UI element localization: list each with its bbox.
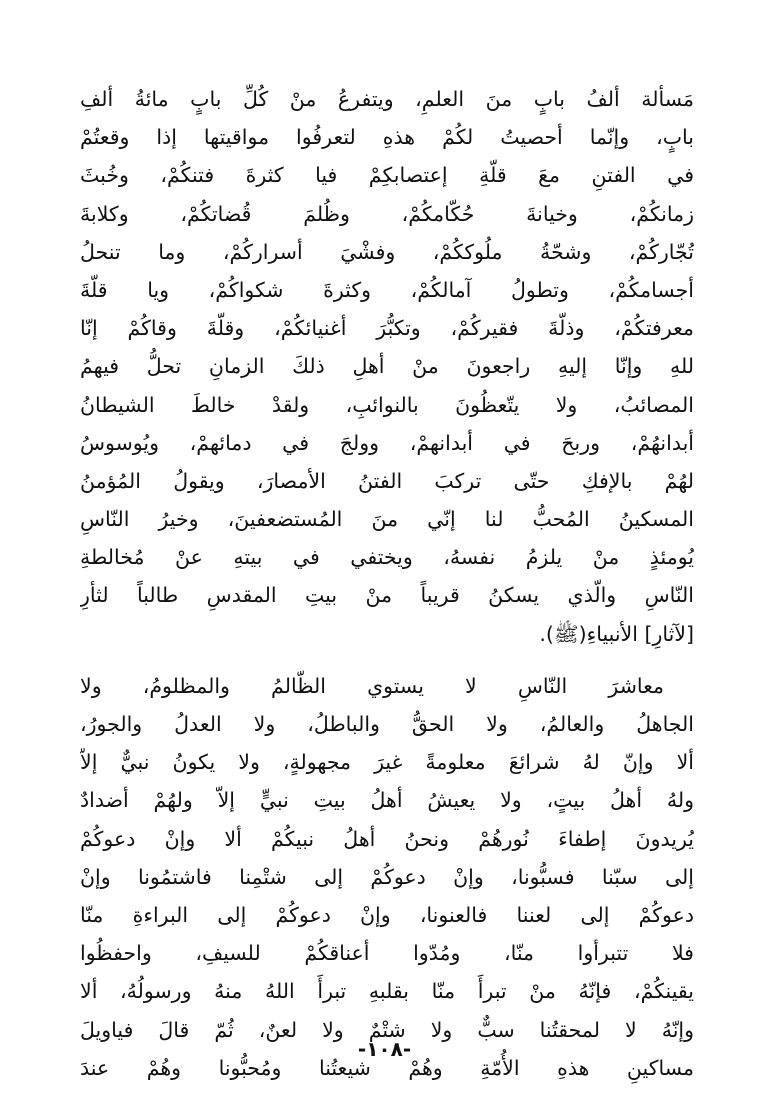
text-line: ولهُ أهلُ بيتٍ، ولا يعيشُ أهلُ بيتِ نبيٍّ إلاّ ولهُمْ أضدادٌ bbox=[80, 788, 694, 813]
text-line: الجاهلُ والعالمُ، ولا الحقُّ والباطلُ، ولا العدلُ والجورُ، bbox=[80, 712, 694, 736]
text-line: بابٍ، وإنّما أحصيتُ لكُمْ هذهِ لتعرفُوا مواقيتها إذا وقعتُمْ bbox=[80, 125, 694, 150]
text-line: يقينكُمْ، فإنّهُ منْ تبرأَ منّا بقلبهِ تبرأَ اللهُ منهُ ورسولُهُ، ألا bbox=[80, 979, 694, 1004]
text-line: معاشرَ النّاسِ لا يستوي الظّالمُ والمظلومُ، ولا bbox=[80, 673, 664, 698]
text-line: فلا تتبرأوا منّا، ومُدّوا أعناقكُمْ للسيفِ، واحفظُوا bbox=[80, 941, 694, 966]
text-line: ألا وإنّ لهُ شرائعَ معلومةً غيرَ مجهولةٍ، ولا يكونُ نبيٌّ إلاّ bbox=[80, 750, 694, 775]
text-line: مَسألة ألفُ بابٍ منَ العلمِ، ويتفرعُ منْ كُلِّ بابٍ مائةُ ألفِ bbox=[80, 87, 694, 111]
text-line: وإنّهُ لا لمحقتُنا سبٌّ ولا شتْمٌ ولا لعنٌ، ثُمّ قالَ فياويلَ bbox=[80, 1017, 694, 1042]
text-line: في الفتنِ معَ قلّةِ إعتصابكِمْ فيا كثرةَ فتنكُمْ، وخُبثَ bbox=[80, 163, 694, 188]
paragraph-2 bbox=[80, 667, 694, 1087]
paragraph-1 bbox=[80, 80, 694, 653]
text-line: يُريدونَ إطفاءَ نُورهُمْ ونحنُ أهلُ نبيكُمْ ألا وإنْ دعوكُمْ bbox=[80, 826, 694, 851]
text-line: مساكينِ هذهِ الأُمّةِ وهُمْ شيعتُنا ومُحبُّونا وهُمْ عندَ bbox=[80, 1055, 694, 1080]
page-number: -١٠٨- bbox=[357, 1037, 412, 1061]
text-line: [لآثارِ] الأنبياءِ(ﷺ). bbox=[539, 621, 694, 646]
text-line: أبدانهُمْ، وربحَ في أبدانهمْ، وولجَ في دمائهمْ، ويُوسوسُ bbox=[80, 430, 694, 455]
text-line: للهِ وإنّا إليهِ راجعونَ منْ أهلِ ذلكَ الزمانِ تحلُّ فيهمُ bbox=[80, 354, 694, 379]
text-line: زمانكُمْ، وخيانةَ حُكّامكُمْ، وظُلمَ قُضاتكُمْ، وكلابةَ bbox=[80, 201, 694, 226]
text-line: لهُمْ بالإفكِ حتّى تركبَ الفتنُ الأمصارَ، ويقولُ المُؤمنُ bbox=[80, 468, 694, 493]
text-line: يُومئذٍ منْ يلزمُ نفسهُ، ويختفي في بيتهِ عنْ مُخالطةِ bbox=[80, 545, 694, 570]
paragraph-spacer bbox=[80, 653, 694, 667]
text-line: إلى سبّنا فسبُّونا، وإنْ دعوكُمْ إلى شتْمِنا فاشتمُونا وإنْ bbox=[80, 864, 694, 889]
text-line: المصائبُ، ولا يتّعظُونَ بالنوائبِ، ولقدْ خالطَ الشيطانُ bbox=[80, 392, 694, 417]
text-line: معرفتكُمْ، وذلّةَ فقيركُمْ، وتكبُّرَ أغنيائكُمْ، وقلّةَ وقاكُمْ إنّا bbox=[80, 316, 694, 341]
text-line: تُجّاركُمْ، وشحّةُ ملُوككُمْ، وفشْيَ أسراركُمْ، وما تنحلُ bbox=[80, 239, 694, 264]
body-text bbox=[80, 80, 694, 1087]
text-line: دعوكُمْ إلى لعننا فالعنونا، وإنْ دعوكُمْ إلى البراءةِ منّا bbox=[80, 902, 694, 927]
text-line: المسكينُ المُحبُّ لنا إنّي منَ المُستضعفينَ، وخيرُ النّاسِ bbox=[80, 507, 694, 532]
text-line: أجسامكُمْ، وتطولُ آمالكُمْ، وكثرةَ شكواكُمْ، ويا قلّةَ bbox=[80, 277, 694, 302]
text-line: النّاسِ والّذي يسكنُ قريباً منْ بيتِ المقدسِ طالباً لثأرِ bbox=[80, 583, 694, 608]
